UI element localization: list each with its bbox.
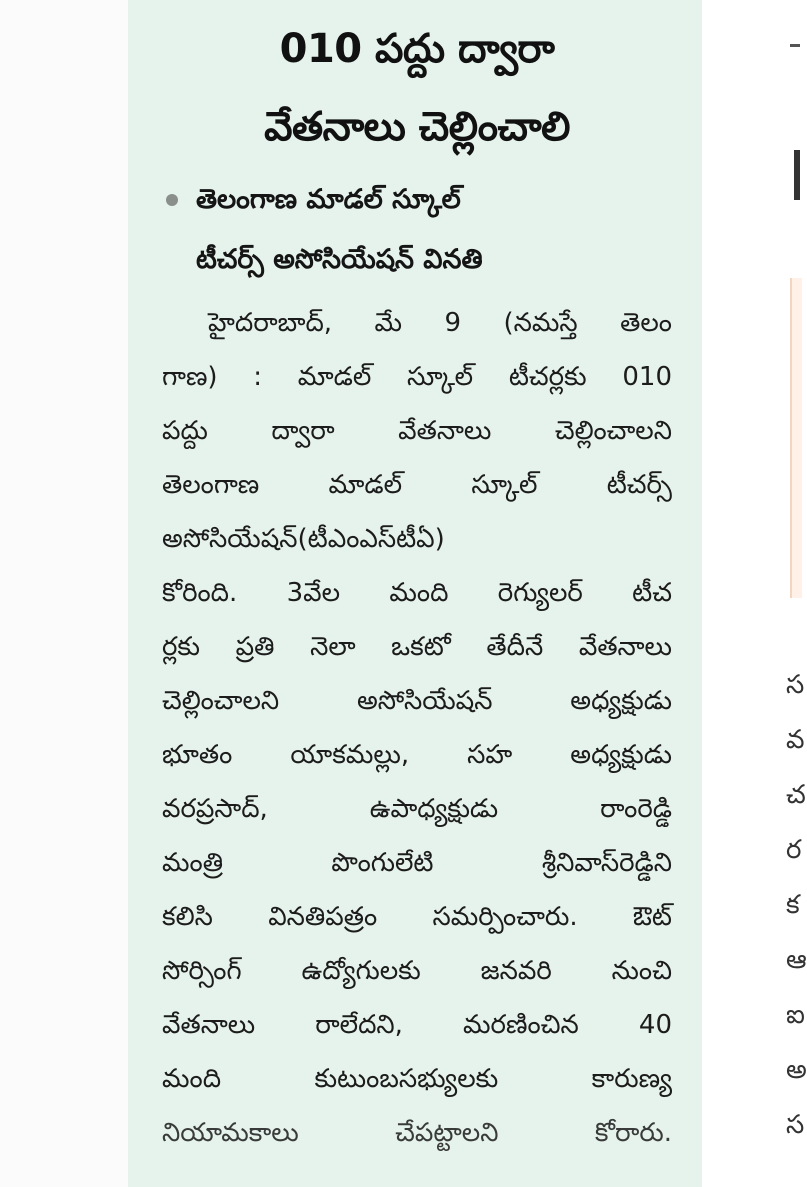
column-bar xyxy=(794,150,800,200)
body-line: అసోసియేషన్(టీఎంఎస్‌టీఏ) xyxy=(162,524,445,554)
adjacent-glyph: చ xyxy=(786,780,806,810)
adjacent-glyph: స xyxy=(786,670,805,700)
body-line: మంత్రి పొంగులేటి శ్రీనివాస్‌రెడ్డిని xyxy=(162,848,672,878)
body-line: భూతం యాకమల్లు, సహ అధ్యక్షుడు xyxy=(162,740,672,770)
adjacent-glyph: అ xyxy=(786,1055,807,1085)
body-line: పద్దు ద్వారా వేతనాలు చెల్లించాలని xyxy=(162,416,672,446)
body-line: గాణ) : మాడల్ స్కూల్ టీచర్లకు 010 xyxy=(162,362,672,392)
body-line: తెలంగాణ మాడల్ స్కూల్ టీచర్స్ xyxy=(162,470,672,500)
adjacent-glyph: స xyxy=(786,1110,805,1140)
adjacent-glyph: ఆ xyxy=(786,945,807,975)
body-line: వరప్రసాద్, ఉపాధ్యక్షుడు రాంరెడ్డి xyxy=(162,794,672,824)
news-clipping xyxy=(128,0,702,1187)
body-line: వేతనాలు రాలేదని, మరణించిన 40 xyxy=(162,1010,672,1040)
body-line: ర్లకు ప్రతి నెలా ఒకటో తేదీనే వేతనాలు xyxy=(162,632,672,662)
body-line: చెల్లించాలని అసోసియేషన్ అధ్యక్షుడు xyxy=(162,686,672,716)
bullet-icon xyxy=(166,194,178,206)
column-rule xyxy=(790,44,800,47)
subheading-line-2: టీచర్స్ అసోసియేషన్ వినతి xyxy=(196,244,483,275)
subheading xyxy=(162,170,672,290)
adjacent-glyph: వ xyxy=(786,725,805,755)
body-line-cut: నియామకాలు చేపట్టాలని కోరారు. xyxy=(162,1118,672,1148)
headline-line-2: వేతనాలు చెల్లించాలి xyxy=(264,104,570,150)
adjacent-glyph: క xyxy=(786,890,800,920)
headline-line-1: 010 పద్దు ద్వారా xyxy=(279,26,555,72)
body-line: హైదరాబాద్, మే 9 (నమస్తే తెలం xyxy=(208,308,672,338)
adjacent-box xyxy=(790,278,802,598)
adjacent-glyph: ర xyxy=(786,835,802,865)
article-body xyxy=(162,296,672,1148)
adjacent-column xyxy=(702,0,807,1187)
headline xyxy=(162,10,672,166)
left-margin xyxy=(0,0,128,1187)
adjacent-glyph: ఐ xyxy=(786,1000,805,1030)
body-line: సోర్సింగ్ ఉద్యోగులకు జనవరి నుంచి xyxy=(162,956,672,986)
body-line: కలిసి వినతిపత్రం సమర్పించారు. ఔట్ xyxy=(162,902,672,932)
body-line: మంది కుటుంబసభ్యులకు కారుణ్య xyxy=(162,1064,672,1094)
body-line: కోరింది. 3వేల మంది రెగ్యులర్ టీచ xyxy=(162,578,672,608)
subheading-line-1: తెలంగాణ మాడల్ స్కూల్ xyxy=(196,184,461,215)
